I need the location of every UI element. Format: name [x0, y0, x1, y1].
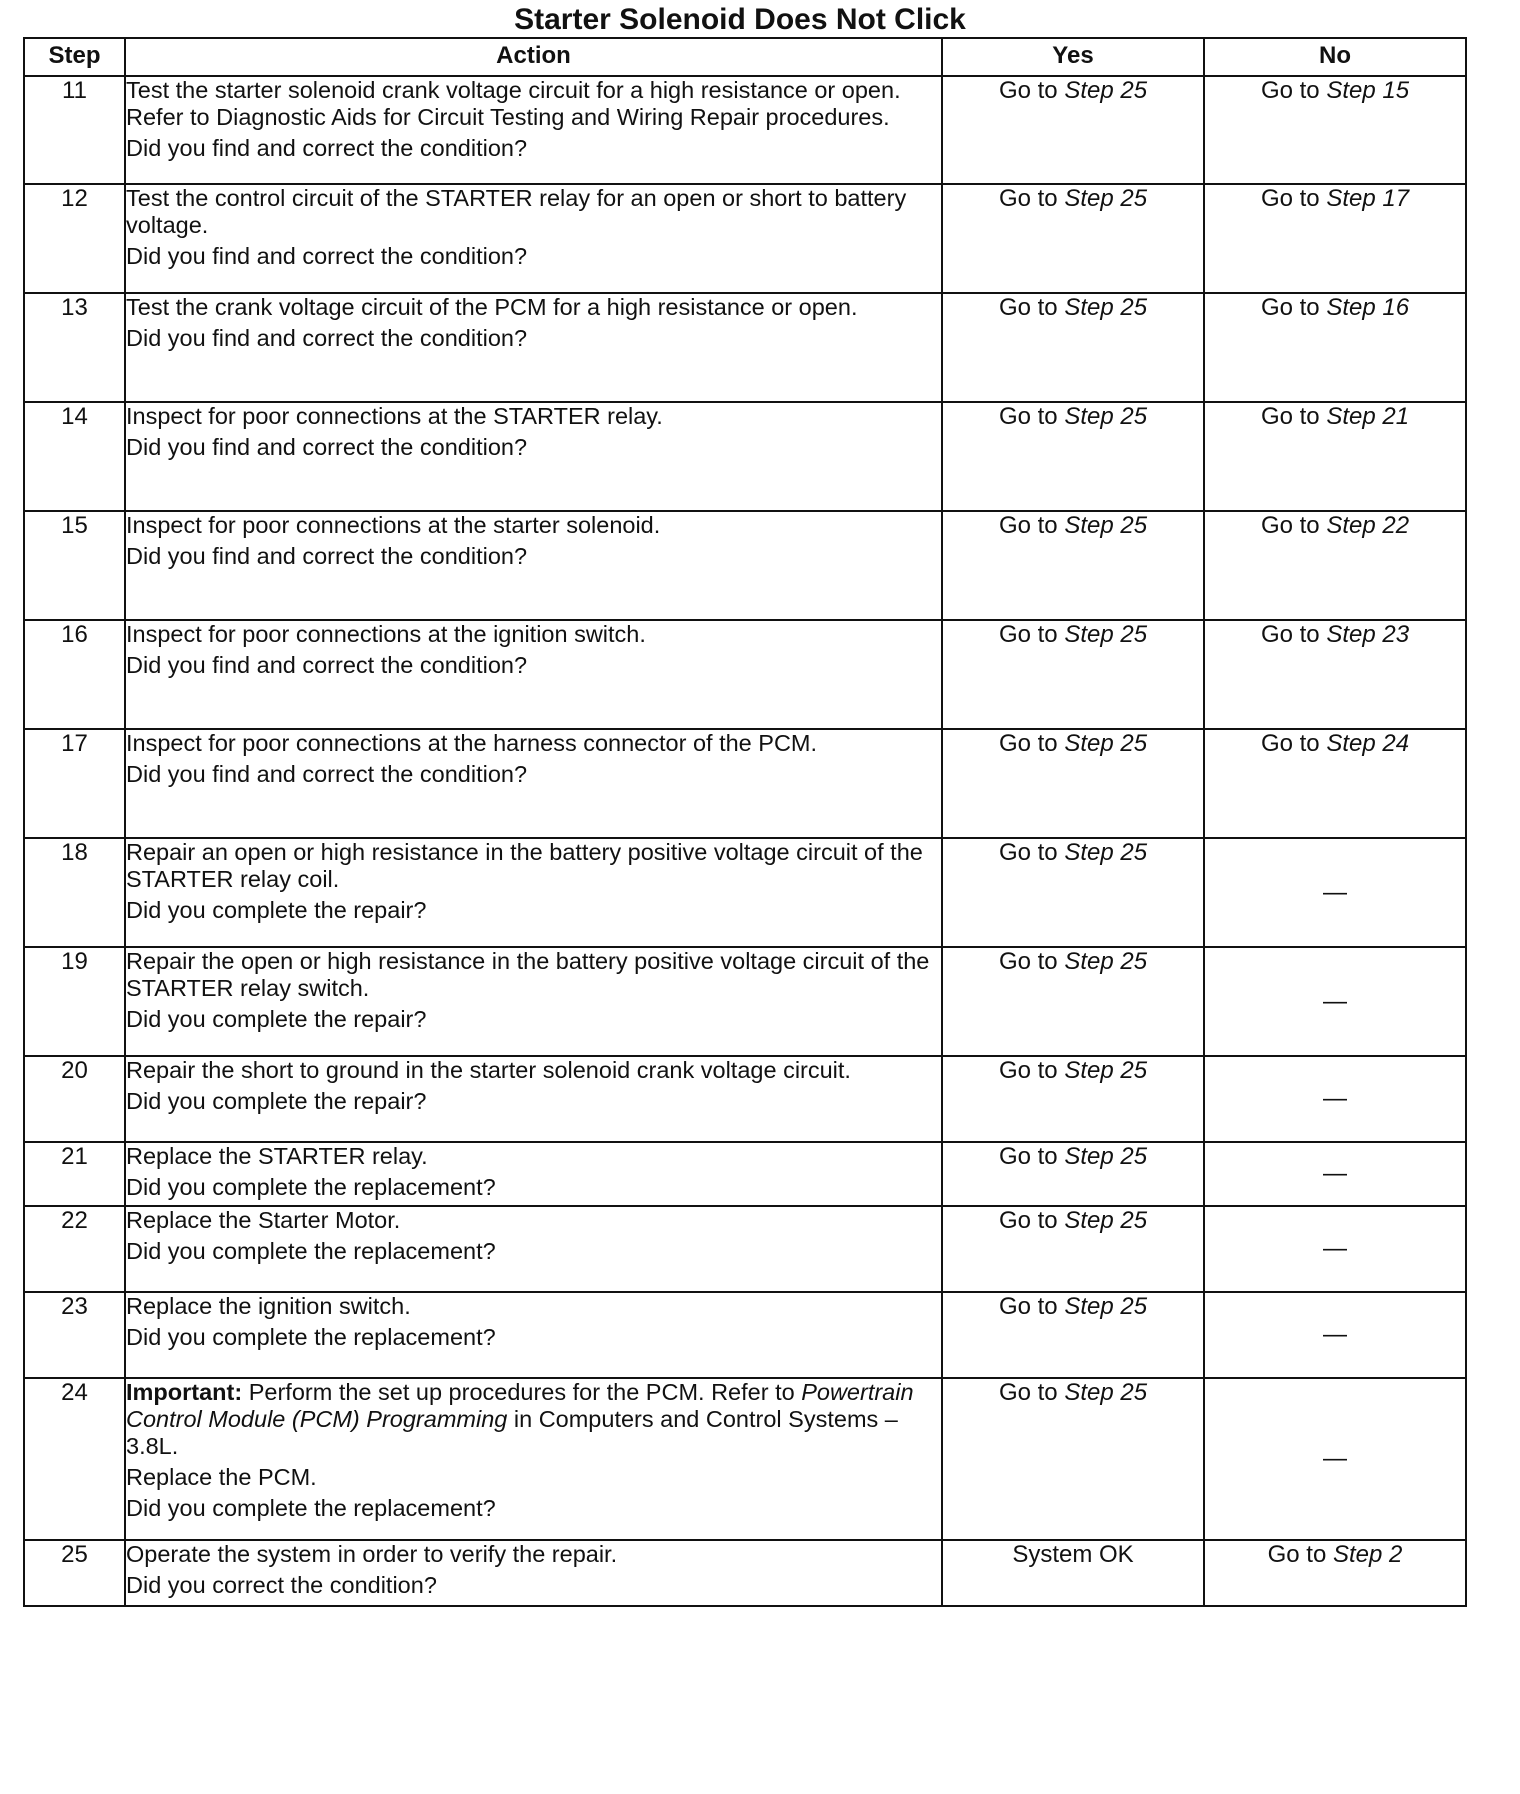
yes-result	[942, 1142, 1204, 1206]
table-row	[24, 184, 1466, 293]
goto-prefix: Go to	[1260, 403, 1327, 430]
action-question: Did you correct the condition?	[126, 1572, 437, 1598]
step-reference-link[interactable]: Step 23	[1326, 621, 1410, 648]
action-content	[126, 185, 941, 270]
no-result	[1204, 293, 1466, 402]
step-reference-link[interactable]: Step 25	[1064, 1379, 1148, 1406]
step-reference-link[interactable]: Step 25	[1064, 403, 1148, 430]
action-text: Inspect for poor connections at the STARTER relay.	[126, 403, 663, 429]
header-action: Action	[125, 38, 942, 76]
table-row	[24, 1540, 1466, 1606]
no-result	[1204, 1540, 1466, 1606]
step-reference-link[interactable]: Step 25	[1064, 621, 1148, 648]
table-row	[24, 1056, 1466, 1142]
action-cell	[125, 76, 942, 184]
no-result	[1204, 620, 1466, 729]
yes-result	[942, 1056, 1204, 1142]
no-result: —	[1204, 1206, 1466, 1292]
goto-prefix: Go to	[998, 839, 1065, 866]
important-label: Important:	[126, 1379, 243, 1405]
action-question: Did you complete the repair?	[126, 897, 427, 923]
step-number: 16	[24, 620, 125, 729]
action-text: Inspect for poor connections at the starter solenoid.	[126, 512, 661, 538]
action-question: Did you find and correct the condition?	[126, 761, 528, 787]
page-title: Starter Solenoid Does Not Click	[514, 3, 966, 36]
action-text: Operate the system in order to verify the repair.	[126, 1541, 618, 1567]
table-row	[24, 402, 1466, 511]
goto-prefix: Go to	[998, 730, 1065, 757]
no-result: —	[1204, 947, 1466, 1056]
action-instructions	[126, 1379, 941, 1491]
step-reference-link[interactable]: Step 15	[1326, 77, 1410, 104]
table-row	[24, 620, 1466, 729]
action-instructions	[126, 1207, 941, 1234]
no-result: —	[1204, 1056, 1466, 1142]
no-result	[1204, 402, 1466, 511]
goto-prefix: Go to	[998, 1143, 1065, 1170]
step-reference-link[interactable]: Step 21	[1326, 403, 1410, 430]
action-question: Did you find and correct the condition?	[126, 434, 528, 460]
step-reference-link[interactable]: Step 25	[1064, 730, 1148, 757]
action-instructions	[126, 1541, 941, 1568]
step-reference-link[interactable]: Step 24	[1326, 730, 1410, 757]
step-reference-link[interactable]: Step 25	[1064, 512, 1148, 539]
table-row	[24, 511, 1466, 620]
step-reference-link[interactable]: Step 17	[1326, 185, 1410, 212]
yes-result	[942, 620, 1204, 729]
step-reference-link[interactable]: Step 25	[1064, 185, 1148, 212]
goto-prefix: Go to	[998, 185, 1065, 212]
goto-prefix: Go to	[998, 1207, 1065, 1234]
action-content	[126, 1541, 941, 1599]
action-text: Inspect for poor connections at the harness connector of the PCM.	[126, 730, 818, 756]
action-instructions	[126, 512, 941, 539]
header-step: Step	[24, 38, 125, 76]
important-note	[126, 1379, 941, 1460]
step-number: 14	[24, 402, 125, 511]
action-content	[126, 77, 941, 162]
no-result	[1204, 184, 1466, 293]
action-question: Did you complete the replacement?	[126, 1174, 496, 1200]
table-row	[24, 76, 1466, 184]
step-reference-link[interactable]: Step 25	[1064, 1057, 1148, 1084]
action-content	[126, 1143, 941, 1201]
step-reference-link[interactable]: Step 25	[1064, 1207, 1148, 1234]
action-question: Did you complete the replacement?	[126, 1238, 496, 1264]
goto-prefix: Go to	[998, 621, 1065, 648]
step-number: 15	[24, 511, 125, 620]
step-reference-link[interactable]: Step 25	[1064, 1293, 1148, 1320]
step-number: 25	[24, 1540, 125, 1606]
action-question: Did you find and correct the condition?	[126, 543, 528, 569]
table-row	[24, 1206, 1466, 1292]
action-question: Did you complete the repair?	[126, 1088, 427, 1114]
step-number: 18	[24, 838, 125, 947]
yes-result	[942, 184, 1204, 293]
action-question: Did you complete the repair?	[126, 1006, 427, 1032]
action-cell	[125, 184, 942, 293]
header-yes: Yes	[942, 38, 1204, 76]
step-reference-link[interactable]: Step 25	[1064, 839, 1148, 866]
action-text: Replace the STARTER relay.	[126, 1143, 428, 1169]
table-header-row	[24, 38, 1466, 76]
yes-result: System OK	[942, 1540, 1204, 1606]
action-content	[126, 1293, 941, 1351]
action-instructions	[126, 77, 941, 131]
table-row	[24, 947, 1466, 1056]
no-result	[1204, 729, 1466, 838]
action-cell	[125, 1292, 942, 1378]
goto-prefix: Go to	[998, 403, 1065, 430]
yes-result	[942, 402, 1204, 511]
step-reference-link[interactable]: Step 25	[1064, 1143, 1148, 1170]
step-number: 19	[24, 947, 125, 1056]
no-result: —	[1204, 838, 1466, 947]
step-number: 24	[24, 1378, 125, 1540]
action-instructions	[126, 185, 941, 239]
action-cell	[125, 402, 942, 511]
action-cell	[125, 1056, 942, 1142]
goto-prefix: Go to	[998, 77, 1065, 104]
table-row	[24, 1292, 1466, 1378]
action-question: Did you find and correct the condition?	[126, 325, 528, 351]
action-question: Did you complete the replacement?	[126, 1495, 496, 1521]
action-content	[126, 730, 941, 788]
action-text: Replace the PCM.	[126, 1464, 317, 1490]
yes-result	[942, 1378, 1204, 1540]
step-reference-link[interactable]: Step 25	[1064, 948, 1148, 975]
important-text: Perform the set up procedures for the PCM. Refer to	[242, 1379, 802, 1405]
no-result	[1204, 76, 1466, 184]
action-cell	[125, 293, 942, 402]
goto-prefix: Go to	[1267, 1541, 1333, 1568]
yes-result	[942, 511, 1204, 620]
action-cell	[125, 1142, 942, 1206]
step-reference-link[interactable]: Step 25	[1064, 294, 1148, 321]
goto-prefix: Go to	[1260, 730, 1327, 757]
step-reference-link[interactable]: Step 22	[1326, 512, 1410, 539]
action-question: Did you find and correct the condition?	[126, 243, 528, 269]
action-content	[126, 621, 941, 679]
action-content	[126, 1057, 941, 1115]
action-cell	[125, 729, 942, 838]
action-cell	[125, 838, 942, 947]
action-cell	[125, 1378, 942, 1540]
step-reference-link[interactable]: Step 16	[1326, 294, 1410, 321]
step-reference-link[interactable]: Step 25	[1064, 77, 1148, 104]
action-text: Replace the Starter Motor.	[126, 1207, 401, 1233]
yes-result	[942, 1292, 1204, 1378]
table-row	[24, 729, 1466, 838]
action-text: Test the starter solenoid crank voltage circuit for a high resistance or open. Refer to Diagnostic Aids for Circuit Testing and Wiring Repair procedures.	[126, 77, 901, 130]
table-row	[24, 1142, 1466, 1206]
step-number: 13	[24, 293, 125, 402]
action-instructions	[126, 403, 941, 430]
action-text: Replace the ignition switch.	[126, 1293, 411, 1319]
action-instructions	[126, 948, 941, 1002]
no-result: —	[1204, 1378, 1466, 1540]
action-cell	[125, 947, 942, 1056]
yes-result	[942, 1206, 1204, 1292]
action-question: Did you complete the replacement?	[126, 1324, 496, 1350]
no-result: —	[1204, 1142, 1466, 1206]
goto-prefix: Go to	[998, 1379, 1065, 1406]
action-content	[126, 294, 941, 352]
goto-prefix: Go to	[1260, 512, 1327, 539]
action-text: Repair an open or high resistance in the battery positive voltage circuit of the STARTER relay coil.	[126, 839, 923, 892]
goto-prefix: Go to	[998, 1057, 1065, 1084]
step-number: 17	[24, 729, 125, 838]
yes-result	[942, 729, 1204, 838]
goto-prefix: Go to	[1260, 77, 1327, 104]
yes-result	[942, 293, 1204, 402]
step-number: 11	[24, 76, 125, 184]
action-cell	[125, 620, 942, 729]
action-instructions	[126, 730, 941, 757]
action-content	[126, 1379, 941, 1522]
action-text: Test the crank voltage circuit of the PCM for a high resistance or open.	[126, 294, 858, 320]
goto-prefix: Go to	[1260, 185, 1327, 212]
table-row	[24, 838, 1466, 947]
table-row	[24, 1378, 1466, 1540]
step-number: 20	[24, 1056, 125, 1142]
step-number: 23	[24, 1292, 125, 1378]
yes-result	[942, 76, 1204, 184]
action-instructions	[126, 1143, 941, 1170]
diagnostic-table	[23, 37, 1467, 1607]
action-cell	[125, 1206, 942, 1292]
action-content	[126, 839, 941, 924]
important-reference: Powertrain Control Module (PCM) Programming	[126, 1379, 914, 1432]
action-text: Test the control circuit of the STARTER relay for an open or short to battery voltage.	[126, 185, 907, 238]
goto-prefix: Go to	[998, 294, 1065, 321]
table-body	[24, 76, 1466, 1606]
action-instructions	[126, 294, 941, 321]
action-text: Repair the short to ground in the starter solenoid crank voltage circuit.	[126, 1057, 851, 1083]
goto-prefix: Go to	[1260, 294, 1327, 321]
yes-result	[942, 947, 1204, 1056]
action-content	[126, 1207, 941, 1265]
action-instructions	[126, 1293, 941, 1320]
header-no: No	[1204, 38, 1466, 76]
goto-prefix: Go to	[998, 512, 1065, 539]
step-number: 21	[24, 1142, 125, 1206]
yes-result	[942, 838, 1204, 947]
goto-prefix: Go to	[998, 948, 1065, 975]
action-instructions	[126, 621, 941, 648]
action-content	[126, 403, 941, 461]
action-text: Inspect for poor connections at the ignition switch.	[126, 621, 646, 647]
no-result	[1204, 511, 1466, 620]
important-text: in Computers and Control Systems – 3.8L.	[126, 1406, 898, 1459]
action-instructions	[126, 839, 941, 893]
action-content	[126, 512, 941, 570]
table-row	[24, 293, 1466, 402]
action-instructions	[126, 1057, 941, 1084]
action-content	[126, 948, 941, 1033]
action-text: Repair the open or high resistance in the battery positive voltage circuit of the STARTER relay switch.	[126, 948, 930, 1001]
action-question: Did you find and correct the condition?	[126, 652, 528, 678]
step-reference-link[interactable]: Step 2	[1332, 1541, 1403, 1568]
no-result: —	[1204, 1292, 1466, 1378]
goto-prefix: Go to	[1260, 621, 1327, 648]
action-question: Did you find and correct the condition?	[126, 135, 528, 161]
action-cell	[125, 511, 942, 620]
action-cell	[125, 1540, 942, 1606]
step-number: 12	[24, 184, 125, 293]
goto-prefix: Go to	[998, 1293, 1065, 1320]
step-number: 22	[24, 1206, 125, 1292]
